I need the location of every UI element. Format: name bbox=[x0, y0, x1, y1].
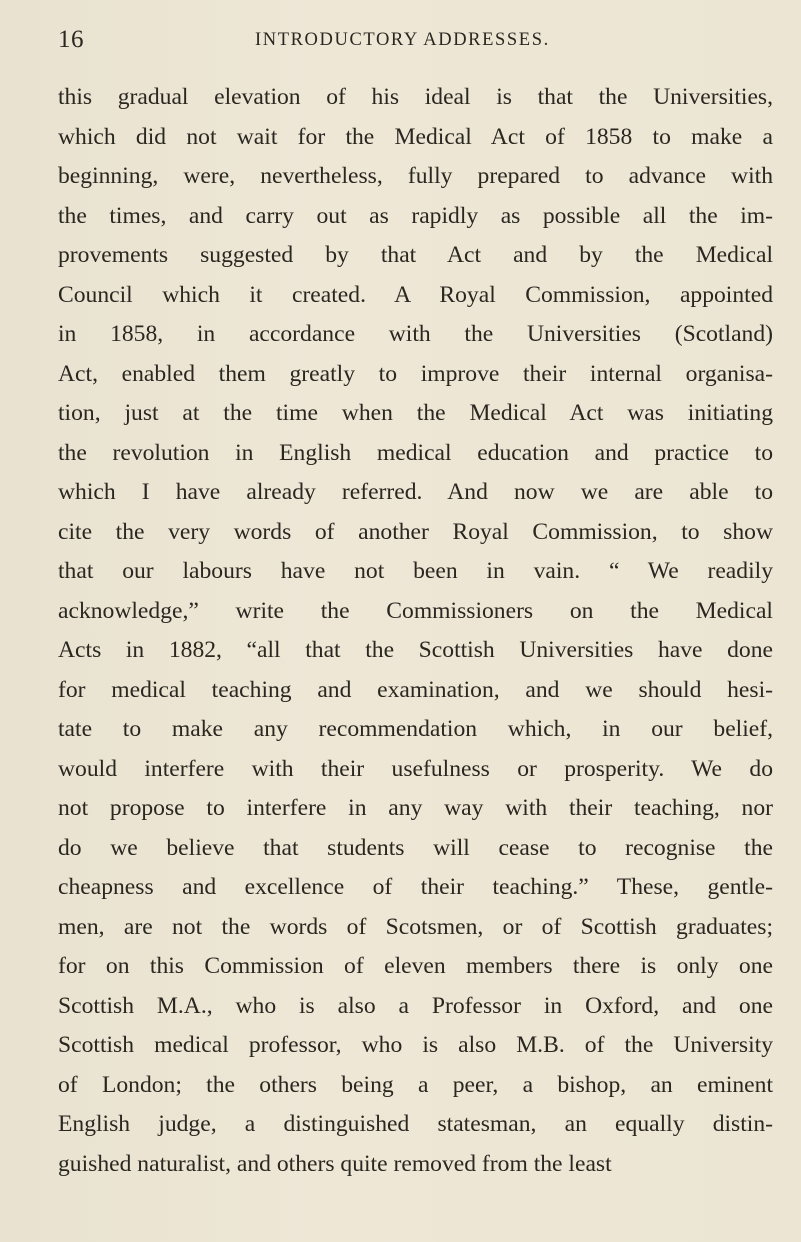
text-line: for medical teaching and examination, and we should hesi- bbox=[58, 676, 773, 703]
text-line: which I have already referred. And now we are able to bbox=[58, 479, 773, 505]
text-line: Scottish medical professor, who is also M.B. of the University bbox=[58, 1032, 773, 1058]
page-number: 16 bbox=[58, 26, 84, 53]
text-line: of London; the others being a peer, a bishop, an eminent bbox=[58, 1071, 773, 1098]
text-line: this gradual elevation of his ideal is that the Universities, bbox=[58, 84, 773, 110]
text-line: that our labours have not been in vain. “ We readily bbox=[58, 558, 773, 584]
text-line: for on this Commission of eleven members there is only one bbox=[58, 953, 773, 979]
text-line: Act, enabled them greatly to improve their internal organisa- bbox=[58, 360, 773, 387]
text-line: cite the very words of another Royal Commission, to show bbox=[58, 518, 773, 545]
text-line: would interfere with their usefulness or prosperity. We do bbox=[58, 755, 773, 782]
text-line: Council which it created. A Royal Commission, appointed bbox=[58, 281, 773, 308]
text-line: the times, and carry out as rapidly as possible all the im- bbox=[58, 202, 773, 229]
text-line: the revolution in English medical education and practice to bbox=[58, 439, 773, 466]
text-line: English judge, a distinguished statesman, an equally distin- bbox=[58, 1111, 773, 1137]
text-line: which did not wait for the Medical Act of 1858 to make a bbox=[58, 123, 773, 150]
running-head: INTRODUCTORY ADDRESSES. bbox=[255, 30, 550, 50]
body-text bbox=[58, 78, 773, 1184]
page-header bbox=[58, 26, 771, 56]
text-line: men, are not the words of Scotsmen, or of Scottish graduates; bbox=[58, 913, 773, 940]
text-line: beginning, were, nevertheless, fully prepared to advance with bbox=[58, 163, 773, 189]
text-line: Acts in 1882, “all that the Scottish Universities have done bbox=[58, 637, 773, 663]
text-line: do we believe that students will cease to recognise the bbox=[58, 834, 773, 861]
text-line: guished naturalist, and others quite removed from the least bbox=[58, 1150, 612, 1177]
text-line: not propose to interfere in any way with their teaching, nor bbox=[58, 795, 773, 821]
text-line: tion, just at the time when the Medical Act was initiating bbox=[58, 400, 773, 426]
text-line: tate to make any recommendation which, in our belief, bbox=[58, 716, 773, 742]
text-line: acknowledge,” write the Commissioners on the Medical bbox=[58, 597, 773, 624]
text-line: cheapness and excellence of their teaching.” These, gentle- bbox=[58, 874, 773, 900]
text-line: in 1858, in accordance with the Universities (Scotland) bbox=[58, 321, 773, 347]
text-line: Scottish M.A., who is also a Professor in Oxford, and one bbox=[58, 992, 773, 1019]
text-line: provements suggested by that Act and by the Medical bbox=[58, 242, 773, 268]
